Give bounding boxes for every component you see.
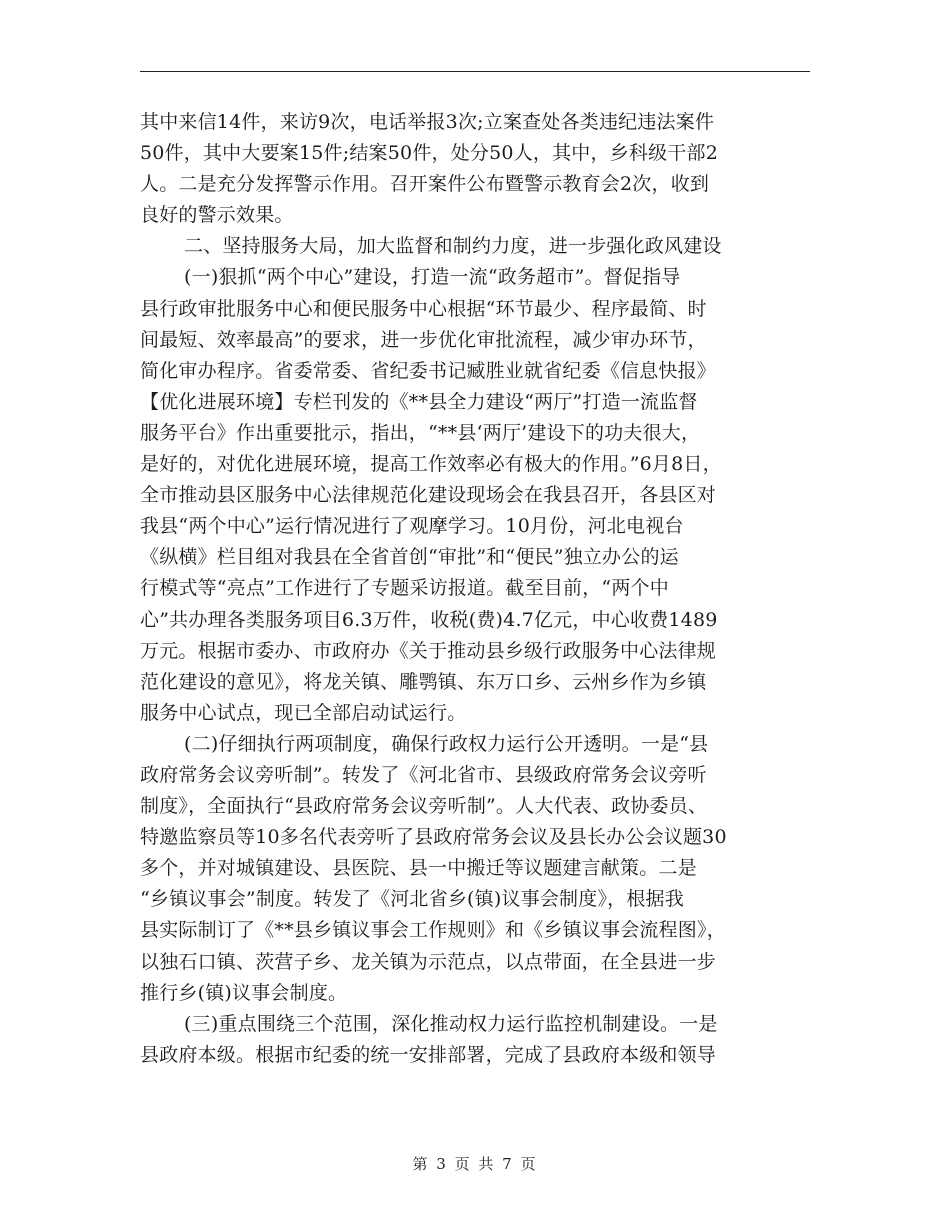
text-line: 服务中心试点，现已全部启动试运行。	[140, 701, 467, 724]
text-line: 我县“两个中心”运行情况进行了观摩学习。10月份，河北电视台	[140, 515, 684, 538]
text-line: 县政府本级。根据市纪委的统一安排部署，完成了县政府本级和领导	[140, 1043, 717, 1066]
text-line: 其中来信14件，来访9次，电话举报3次;立案查处各类违纪违法案件	[140, 111, 715, 133]
text-line: 以独石口镇、茨营子乡、龙关镇为示范点，以点带面，在全县进一步	[140, 950, 717, 973]
text-line: 50件，其中大要案15件;结案50件，处分50人，其中，乡科级干部2	[140, 142, 718, 165]
text-line: 《纵横》栏目组对我县在全省首创“审批”和“便民”独立办公的运	[140, 546, 679, 569]
text-line: 服务平台》作出重要批示，指出，“**县‘两厅’建设下的功夫很大，	[140, 421, 701, 444]
text-line: 行模式等“亮点”工作进行了专题采访报道。截至目前，“两个中	[140, 577, 669, 600]
text-line: 特邀监察员等10多名代表旁听了县政府常务会议及县长办公会议题30	[140, 826, 727, 849]
text-line: 是好的，对优化进展环境，提高工作效率必有极大的作用。”6月8日，	[140, 453, 722, 476]
text-line: 万元。根据市委办、市政府办《关于推动县乡级行政服务中心法律规	[140, 639, 717, 662]
text-line: 良好的警示效果。	[140, 204, 294, 227]
text-line: 心”共办理各类服务项目6.3万件，收税(费)4.7亿元，中心收费1489	[140, 608, 718, 631]
text-line: 推行乡(镇)议事会制度。	[140, 981, 348, 1004]
text-line: “乡镇议事会”制度。转发了《河北省乡(镇)议事会制度》，根据我	[140, 888, 684, 911]
text-line: 间最短、效率最高”的要求，进一步优化审批流程，减少审办环节，	[140, 328, 707, 351]
document-body	[140, 107, 812, 1071]
text-line: 简化审办程序。省委常委、省纪委书记臧胜业就省纪委《信息快报》	[140, 359, 717, 382]
text-line: 人。二是充分发挥警示作用。召开案件公布暨警示教育会2次，收到	[140, 173, 710, 196]
header-rule	[140, 71, 810, 72]
text-line: 全市推动县区服务中心法律规范化建设现场会在我县召开，各县区对	[140, 484, 717, 507]
paragraph-first-line: (一)狠抓“两个中心”建设，打造一流“政务超市”。督促指导	[184, 266, 681, 289]
text-line: 范化建设的意见》，将龙关镇、雕鹗镇、东万口乡、云州乡作为乡镇	[140, 670, 707, 693]
paragraph-first-line: (二)仔细执行两项制度，确保行政权力运行公开透明。一是“县	[184, 732, 709, 755]
paragraph-first-line: (三)重点围绕三个范围，深化推动权力运行监控机制建设。一是	[184, 1012, 718, 1035]
page-number: 第 3 页 共 7 页	[412, 1155, 538, 1173]
text-line: 县行政审批服务中心和便民服务中心根据“环节最少、程序最简、时	[140, 297, 707, 320]
text-line: 多个，并对城镇建设、县医院、县一中搬迁等议题建言献策。二是	[140, 857, 697, 880]
text-line: 制度》，全面执行“县政府常务会议旁听制”。人大代表、政协委员、	[140, 795, 708, 818]
paragraph-first-line: 二、坚持服务大局，加大监督和制约力度，进一步强化政风建设	[184, 235, 722, 258]
text-line: 县实际制订了《**县乡镇议事会工作规则》和《乡镇议事会流程图》，	[140, 919, 726, 942]
text-line: 政府常务会议旁听制”。转发了《河北省市、县级政府常务会议旁听	[140, 763, 707, 786]
text-line: 【优化进展环境】专栏刊发的《**县全力建设“两厅”打造一流监督	[140, 390, 698, 413]
